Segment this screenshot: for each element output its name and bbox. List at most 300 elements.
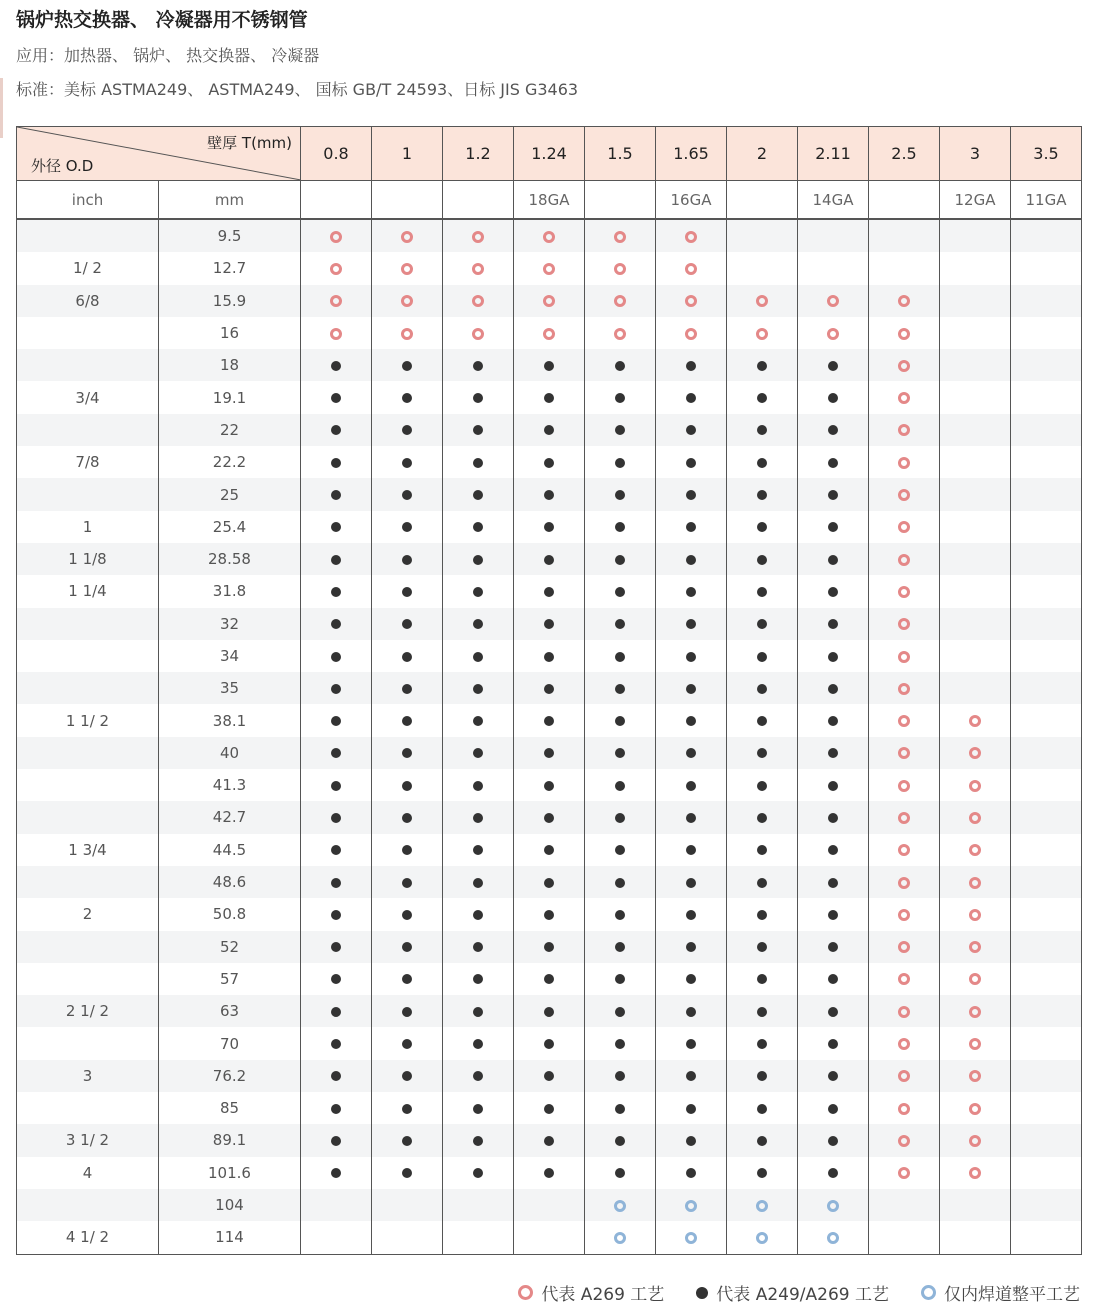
inch-cell: 7/8 bbox=[17, 446, 159, 478]
dot-black-icon bbox=[331, 555, 341, 565]
availability-cell bbox=[940, 478, 1011, 510]
dot-black-icon bbox=[331, 1168, 341, 1178]
ring-red-icon bbox=[898, 392, 910, 404]
availability-cell bbox=[443, 1060, 514, 1092]
availability-cell bbox=[1011, 317, 1082, 349]
availability-cell bbox=[798, 640, 869, 672]
dot-black-icon bbox=[757, 1104, 767, 1114]
dot-black-icon bbox=[331, 748, 341, 758]
dot-black-icon bbox=[615, 1104, 625, 1114]
availability-cell bbox=[443, 1221, 514, 1254]
inch-cell: 1 1/ 2 bbox=[17, 704, 159, 736]
availability-cell bbox=[585, 1221, 656, 1254]
dot-black-icon bbox=[757, 974, 767, 984]
availability-cell bbox=[798, 995, 869, 1027]
dot-black-icon bbox=[828, 652, 838, 662]
availability-cell bbox=[727, 1189, 798, 1221]
dot-black-icon bbox=[615, 1039, 625, 1049]
availability-cell bbox=[585, 252, 656, 284]
availability-cell bbox=[798, 834, 869, 866]
table-row bbox=[17, 511, 1082, 543]
dot-black-icon bbox=[757, 425, 767, 435]
dot-black-icon bbox=[331, 393, 341, 403]
mm-cell: 40 bbox=[159, 737, 301, 769]
ring-blue-icon bbox=[756, 1200, 768, 1212]
availability-cell bbox=[798, 769, 869, 801]
availability-cell bbox=[656, 285, 727, 317]
ring-red-icon bbox=[969, 747, 981, 759]
availability-cell bbox=[301, 1092, 372, 1124]
availability-cell bbox=[1011, 704, 1082, 736]
dot-black-icon bbox=[686, 522, 696, 532]
ring-red-icon bbox=[898, 1070, 910, 1082]
ring-red-icon bbox=[401, 263, 413, 275]
table-row bbox=[17, 1157, 1082, 1189]
availability-cell bbox=[1011, 349, 1082, 381]
availability-cell bbox=[585, 834, 656, 866]
inch-cell bbox=[17, 349, 159, 381]
dot-black-icon bbox=[686, 878, 696, 888]
dot-black-icon bbox=[757, 393, 767, 403]
ring-red-icon bbox=[898, 683, 910, 695]
table-row bbox=[17, 769, 1082, 801]
dot-black-icon bbox=[402, 1136, 412, 1146]
dot-black-icon bbox=[686, 587, 696, 597]
dot-black-icon bbox=[828, 942, 838, 952]
availability-cell bbox=[798, 446, 869, 478]
availability-cell bbox=[514, 801, 585, 833]
availability-cell bbox=[727, 446, 798, 478]
dot-black-icon bbox=[615, 748, 625, 758]
availability-cell bbox=[869, 608, 940, 640]
availability-cell bbox=[585, 704, 656, 736]
availability-cell bbox=[656, 446, 727, 478]
ring-red-icon bbox=[898, 973, 910, 985]
availability-cell bbox=[727, 381, 798, 413]
table-row bbox=[17, 446, 1082, 478]
availability-cell bbox=[372, 511, 443, 543]
availability-cell bbox=[585, 219, 656, 252]
ring-blue-icon bbox=[685, 1200, 697, 1212]
dot-black-icon bbox=[473, 1104, 483, 1114]
availability-cell bbox=[585, 1124, 656, 1156]
availability-cell bbox=[656, 478, 727, 510]
ring-red-icon bbox=[685, 295, 697, 307]
dot-black-icon bbox=[402, 716, 412, 726]
availability-cell bbox=[372, 963, 443, 995]
availability-cell bbox=[727, 640, 798, 672]
dot-black-icon bbox=[757, 522, 767, 532]
mm-cell: 32 bbox=[159, 608, 301, 640]
dot-black-icon bbox=[757, 1007, 767, 1017]
dot-black-icon bbox=[544, 813, 554, 823]
dot-black-icon bbox=[473, 813, 483, 823]
availability-cell bbox=[727, 931, 798, 963]
availability-cell bbox=[585, 511, 656, 543]
dot-black-icon bbox=[757, 1039, 767, 1049]
availability-cell bbox=[514, 349, 585, 381]
availability-cell bbox=[727, 995, 798, 1027]
spec-table bbox=[16, 126, 1082, 1255]
dot-black-icon bbox=[544, 1007, 554, 1017]
thickness-header-cell: 1.65 bbox=[656, 127, 727, 181]
availability-cell bbox=[372, 543, 443, 575]
availability-cell bbox=[727, 1060, 798, 1092]
dot-black-icon bbox=[331, 878, 341, 888]
dot-black-icon bbox=[544, 619, 554, 629]
dot-black-icon bbox=[402, 555, 412, 565]
availability-cell bbox=[656, 252, 727, 284]
availability-cell bbox=[727, 252, 798, 284]
dot-black-icon bbox=[828, 1136, 838, 1146]
inch-cell: 4 1/ 2 bbox=[17, 1221, 159, 1254]
availability-cell bbox=[727, 575, 798, 607]
mm-cell: 114 bbox=[159, 1221, 301, 1254]
availability-cell bbox=[514, 446, 585, 478]
table-row bbox=[17, 1027, 1082, 1059]
availability-cell bbox=[940, 640, 1011, 672]
dot-black-icon bbox=[544, 716, 554, 726]
dot-black-icon bbox=[615, 393, 625, 403]
ring-red-icon bbox=[898, 941, 910, 953]
availability-cell bbox=[1011, 446, 1082, 478]
mm-cell: 15.9 bbox=[159, 285, 301, 317]
availability-cell bbox=[940, 1124, 1011, 1156]
availability-cell bbox=[514, 995, 585, 1027]
ring-red-icon bbox=[898, 812, 910, 824]
mm-cell: 42.7 bbox=[159, 801, 301, 833]
dot-black-icon bbox=[686, 813, 696, 823]
mm-cell: 25.4 bbox=[159, 511, 301, 543]
availability-cell bbox=[514, 963, 585, 995]
ring-red-icon bbox=[685, 263, 697, 275]
availability-cell bbox=[443, 252, 514, 284]
dot-black-icon bbox=[686, 748, 696, 758]
dot-black-icon bbox=[686, 684, 696, 694]
ring-red-icon bbox=[543, 263, 555, 275]
availability-cell bbox=[656, 737, 727, 769]
ring-red-icon bbox=[969, 780, 981, 792]
dot-black-icon bbox=[828, 458, 838, 468]
availability-cell bbox=[727, 737, 798, 769]
dot-black-icon bbox=[473, 878, 483, 888]
dot-black-icon bbox=[615, 490, 625, 500]
ring-red-icon bbox=[898, 1167, 910, 1179]
availability-cell bbox=[869, 1221, 940, 1254]
availability-cell bbox=[301, 1189, 372, 1221]
dot-black-icon bbox=[828, 490, 838, 500]
availability-cell bbox=[301, 931, 372, 963]
availability-cell bbox=[1011, 252, 1082, 284]
availability-cell bbox=[372, 414, 443, 446]
dot-black-icon bbox=[331, 1104, 341, 1114]
availability-cell bbox=[727, 1221, 798, 1254]
availability-cell bbox=[727, 543, 798, 575]
mm-cell: 12.7 bbox=[159, 252, 301, 284]
availability-cell bbox=[514, 285, 585, 317]
ring-red-icon bbox=[543, 295, 555, 307]
table-row bbox=[17, 963, 1082, 995]
availability-cell bbox=[798, 414, 869, 446]
availability-cell bbox=[727, 219, 798, 252]
availability-cell bbox=[1011, 931, 1082, 963]
availability-cell bbox=[940, 1060, 1011, 1092]
inch-cell bbox=[17, 801, 159, 833]
availability-cell bbox=[301, 414, 372, 446]
dot-black-icon bbox=[473, 587, 483, 597]
availability-cell bbox=[372, 1157, 443, 1189]
mm-cell: 63 bbox=[159, 995, 301, 1027]
dot-black-icon bbox=[473, 845, 483, 855]
availability-cell bbox=[514, 898, 585, 930]
availability-cell bbox=[301, 1157, 372, 1189]
availability-cell bbox=[869, 252, 940, 284]
dot-black-icon bbox=[828, 748, 838, 758]
dot-black-icon bbox=[473, 361, 483, 371]
availability-cell bbox=[656, 995, 727, 1027]
mm-cell: 25 bbox=[159, 478, 301, 510]
dot-black-icon bbox=[331, 1071, 341, 1081]
availability-cell bbox=[443, 1027, 514, 1059]
availability-cell bbox=[798, 608, 869, 640]
dot-black-icon bbox=[331, 1039, 341, 1049]
dot-black-icon bbox=[757, 361, 767, 371]
availability-cell bbox=[585, 543, 656, 575]
ring-blue-icon bbox=[827, 1232, 839, 1244]
dot-black-icon bbox=[696, 1287, 708, 1299]
availability-cell bbox=[798, 511, 869, 543]
dot-black-icon bbox=[615, 974, 625, 984]
dot-black-icon bbox=[828, 845, 838, 855]
availability-cell bbox=[372, 1221, 443, 1254]
availability-cell bbox=[301, 478, 372, 510]
table-row bbox=[17, 575, 1082, 607]
inch-cell: 2 1/ 2 bbox=[17, 995, 159, 1027]
availability-cell bbox=[940, 317, 1011, 349]
availability-cell bbox=[443, 704, 514, 736]
ring-red-icon bbox=[472, 328, 484, 340]
availability-cell bbox=[727, 285, 798, 317]
availability-cell bbox=[1011, 866, 1082, 898]
inch-cell bbox=[17, 1189, 159, 1221]
availability-cell bbox=[727, 801, 798, 833]
legend-item bbox=[921, 1280, 1080, 1305]
availability-cell bbox=[869, 1157, 940, 1189]
ring-red-icon bbox=[969, 1070, 981, 1082]
availability-cell bbox=[656, 931, 727, 963]
table-body bbox=[17, 219, 1082, 1254]
dot-black-icon bbox=[828, 1168, 838, 1178]
ring-red-icon bbox=[969, 844, 981, 856]
dot-black-icon bbox=[473, 490, 483, 500]
ring-red-icon bbox=[898, 295, 910, 307]
availability-cell bbox=[301, 640, 372, 672]
availability-cell bbox=[940, 704, 1011, 736]
ring-red-icon bbox=[898, 618, 910, 630]
availability-cell bbox=[798, 317, 869, 349]
availability-cell bbox=[585, 317, 656, 349]
availability-cell bbox=[585, 672, 656, 704]
mm-cell: 16 bbox=[159, 317, 301, 349]
availability-cell bbox=[585, 1027, 656, 1059]
dot-black-icon bbox=[331, 458, 341, 468]
availability-cell bbox=[727, 608, 798, 640]
availability-cell bbox=[798, 1027, 869, 1059]
availability-cell bbox=[798, 349, 869, 381]
availability-cell bbox=[301, 446, 372, 478]
availability-cell bbox=[727, 478, 798, 510]
ring-red-icon bbox=[898, 554, 910, 566]
inch-cell: 1 bbox=[17, 511, 159, 543]
availability-cell bbox=[656, 349, 727, 381]
availability-cell bbox=[372, 640, 443, 672]
mm-cell: 57 bbox=[159, 963, 301, 995]
availability-cell bbox=[301, 769, 372, 801]
availability-cell bbox=[514, 704, 585, 736]
gauge-cell: 12GA bbox=[940, 181, 1011, 220]
availability-cell bbox=[514, 252, 585, 284]
dot-black-icon bbox=[686, 1168, 696, 1178]
ring-red-icon bbox=[969, 1006, 981, 1018]
availability-cell bbox=[514, 511, 585, 543]
dot-black-icon bbox=[686, 845, 696, 855]
mm-cell: 104 bbox=[159, 1189, 301, 1221]
availability-cell bbox=[656, 219, 727, 252]
availability-cell bbox=[656, 963, 727, 995]
table-row bbox=[17, 898, 1082, 930]
ring-red-icon bbox=[898, 457, 910, 469]
availability-cell bbox=[656, 704, 727, 736]
inch-cell: 1/ 2 bbox=[17, 252, 159, 284]
dot-black-icon bbox=[544, 748, 554, 758]
thickness-header-row bbox=[17, 127, 1082, 181]
availability-cell bbox=[514, 672, 585, 704]
dot-black-icon bbox=[473, 652, 483, 662]
availability-cell bbox=[514, 219, 585, 252]
dot-black-icon bbox=[757, 458, 767, 468]
availability-cell bbox=[301, 219, 372, 252]
dot-black-icon bbox=[828, 1039, 838, 1049]
availability-cell bbox=[301, 317, 372, 349]
availability-cell bbox=[301, 252, 372, 284]
availability-cell bbox=[1011, 640, 1082, 672]
mm-cell: 101.6 bbox=[159, 1157, 301, 1189]
ring-blue-icon bbox=[614, 1232, 626, 1244]
dot-black-icon bbox=[331, 845, 341, 855]
availability-cell bbox=[869, 1124, 940, 1156]
availability-cell bbox=[656, 1027, 727, 1059]
legend-item bbox=[518, 1280, 664, 1305]
availability-cell bbox=[514, 1124, 585, 1156]
availability-cell bbox=[940, 608, 1011, 640]
dot-black-icon bbox=[828, 1104, 838, 1114]
table-row bbox=[17, 1092, 1082, 1124]
gauge-cell bbox=[869, 181, 940, 220]
availability-cell bbox=[1011, 672, 1082, 704]
availability-cell bbox=[443, 931, 514, 963]
ring-red-icon bbox=[898, 521, 910, 533]
dot-black-icon bbox=[757, 878, 767, 888]
availability-cell bbox=[372, 801, 443, 833]
availability-cell bbox=[514, 834, 585, 866]
mm-cell: 9.5 bbox=[159, 219, 301, 252]
table-row bbox=[17, 252, 1082, 284]
table-row bbox=[17, 349, 1082, 381]
availability-cell bbox=[1011, 219, 1082, 252]
ring-red-icon bbox=[472, 263, 484, 275]
ring-red-icon bbox=[969, 877, 981, 889]
inch-cell bbox=[17, 769, 159, 801]
ring-red-icon bbox=[898, 1006, 910, 1018]
availability-cell bbox=[940, 252, 1011, 284]
dot-black-icon bbox=[615, 781, 625, 791]
availability-cell bbox=[443, 1157, 514, 1189]
availability-cell bbox=[798, 252, 869, 284]
availability-cell bbox=[798, 381, 869, 413]
legend-label: 代表 A249/A269 工艺 bbox=[716, 1285, 889, 1305]
dot-black-icon bbox=[615, 878, 625, 888]
availability-cell bbox=[940, 801, 1011, 833]
table-row bbox=[17, 1124, 1082, 1156]
availability-cell bbox=[1011, 381, 1082, 413]
availability-cell bbox=[514, 608, 585, 640]
availability-cell bbox=[940, 414, 1011, 446]
table-row bbox=[17, 704, 1082, 736]
dot-black-icon bbox=[331, 619, 341, 629]
ring-red-icon bbox=[827, 328, 839, 340]
dot-black-icon bbox=[686, 781, 696, 791]
dot-black-icon bbox=[828, 587, 838, 597]
inch-cell: 3 1/ 2 bbox=[17, 1124, 159, 1156]
gauge-cell bbox=[585, 181, 656, 220]
dot-black-icon bbox=[331, 781, 341, 791]
ring-red-icon bbox=[969, 1103, 981, 1115]
availability-cell bbox=[585, 381, 656, 413]
availability-cell bbox=[514, 1221, 585, 1254]
availability-cell bbox=[656, 1060, 727, 1092]
mm-cell: 41.3 bbox=[159, 769, 301, 801]
legend bbox=[518, 1280, 1080, 1305]
availability-cell bbox=[940, 931, 1011, 963]
availability-cell bbox=[443, 866, 514, 898]
availability-cell bbox=[585, 640, 656, 672]
availability-cell bbox=[585, 898, 656, 930]
mm-cell: 76.2 bbox=[159, 1060, 301, 1092]
inch-cell: 1 3/4 bbox=[17, 834, 159, 866]
availability-cell bbox=[656, 575, 727, 607]
availability-cell bbox=[372, 704, 443, 736]
ring-red-icon bbox=[969, 812, 981, 824]
dot-black-icon bbox=[828, 781, 838, 791]
thickness-header-cell: 2.11 bbox=[798, 127, 869, 181]
dot-black-icon bbox=[544, 425, 554, 435]
ring-red-icon bbox=[898, 715, 910, 727]
left-accent-bar bbox=[0, 78, 3, 138]
mm-cell: 31.8 bbox=[159, 575, 301, 607]
mm-cell: 35 bbox=[159, 672, 301, 704]
legend-label: 代表 A269 工艺 bbox=[541, 1285, 665, 1305]
dot-black-icon bbox=[402, 490, 412, 500]
availability-cell bbox=[372, 866, 443, 898]
availability-cell bbox=[301, 672, 372, 704]
dot-black-icon bbox=[331, 425, 341, 435]
table-row bbox=[17, 640, 1082, 672]
ring-red-icon bbox=[827, 295, 839, 307]
wall-thickness-label: 壁厚 T(mm) bbox=[207, 134, 292, 152]
dot-black-icon bbox=[544, 974, 554, 984]
dot-black-icon bbox=[473, 942, 483, 952]
ring-red-icon bbox=[969, 1167, 981, 1179]
